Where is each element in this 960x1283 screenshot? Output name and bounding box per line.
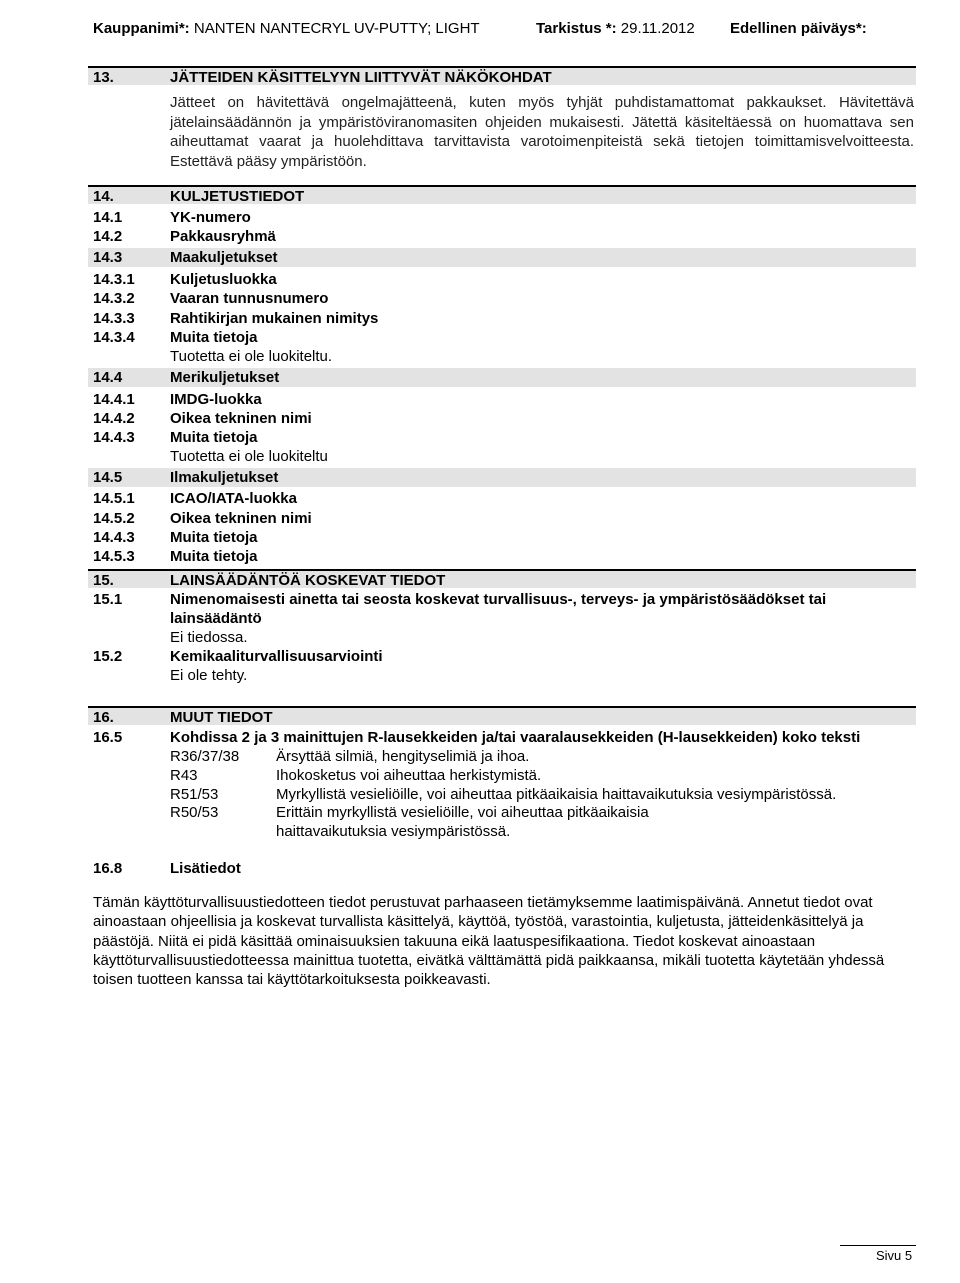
revision-date: Tarkistus *: 29.11.2012: [536, 20, 695, 37]
section-14-heading: 14. KULJETUSTIEDOT: [88, 185, 916, 204]
sea-transport-note: Tuotetta ei ole luokiteltu: [170, 448, 328, 465]
phrase-text: Erittäin myrkyllistä vesieliöille, voi aiheuttaa pitkäaikaisia haittavaikutuksia vesiympäristössä.: [276, 804, 649, 840]
row-14-5-1: 14.5.1 ICAO/IATA-luokka: [93, 490, 297, 507]
row-15-1: 15.1 Nimenomaisesti ainetta tai seosta koskevat turvallisuus-, terveys- ja ympäristösäädökset tai: [93, 591, 827, 608]
row-16-5: 16.5 Kohdissa 2 ja 3 mainittujen R-lausekkeiden ja/tai vaaralausekkeiden (H-lausekkeiden) koko teksti: [93, 729, 861, 746]
land-transport-note: Tuotetta ei ole luokiteltu.: [170, 348, 333, 365]
section-13-text: Jätteet on hävitettävä ongelmajätteenä, kuten myös tyhjät puhdistamattomat pakkaukset. Hävitettävä jätelainsäädännön ja ympäristöviranomasiten ohjeiden mukaisesti. Jätettä käsiteltäessä on huomattava sen aiheuttamat vaarat ja huolehdittava tarvittavista varotoimenpiteistä sekä tietojen toimittamisvelvoitteesta. Estettävä pääsy ympäristöön.: [170, 94, 914, 170]
row-14-4-2: 14.4.2 Oikea tekninen nimi: [93, 410, 312, 427]
footer-rule: [840, 1245, 916, 1246]
section-13-heading: 13. JÄTTEIDEN KÄSITTELYYN LIITTYVÄT NÄKÖKOHDAT: [88, 66, 916, 85]
phrase-code: R43: [170, 767, 198, 784]
row-14-1: 14.1 YK-numero: [93, 209, 251, 226]
row-14-3-2: 14.3.2 Vaaran tunnusnumero: [93, 290, 329, 307]
row-14-4: 14.4 Merikuljetukset: [88, 368, 916, 387]
row-14-3-3: 14.3.3 Rahtikirjan mukainen nimitys: [93, 310, 379, 327]
row-14-2: 14.2 Pakkausryhmä: [93, 228, 276, 245]
row-15-2: 15.2 Kemikaaliturvallisuusarviointi: [93, 648, 383, 665]
phrase-code: R50/53: [170, 804, 219, 821]
phrase-text: Ihokosketus voi aiheuttaa herkistymistä.: [276, 767, 542, 784]
regulation-note: Ei tiedossa.: [170, 629, 248, 646]
phrase-code: R36/37/38: [170, 748, 240, 765]
row-14-3-4: 14.3.4 Muita tietoja: [93, 329, 258, 346]
row-15-1-cont: lainsäädäntö: [170, 610, 262, 627]
row-14-4-3-air: 14.4.3 Muita tietoja: [93, 529, 258, 546]
previous-date-label: Edellinen päiväys*:: [730, 20, 867, 37]
product-name: Kauppanimi*: NANTEN NANTECRYL UV-PUTTY; LIGHT: [93, 20, 480, 37]
page-number: Sivu 5: [876, 1248, 913, 1263]
assessment-note: Ei ole tehty.: [170, 667, 248, 684]
row-14-5: 14.5 Ilmakuljetukset: [88, 468, 916, 487]
row-14-4-1: 14.4.1 IMDG-luokka: [93, 391, 262, 408]
section-16-heading: 16. MUUT TIEDOT: [88, 706, 916, 725]
row-14-4-3: 14.4.3 Muita tietoja: [93, 429, 258, 446]
row-14-5-3: 14.5.3 Muita tietoja: [93, 548, 258, 565]
page-header: [93, 20, 883, 42]
section-15-heading: 15. LAINSÄÄDÄNTÖÄ KOSKEVAT TIEDOT: [88, 569, 916, 588]
row-14-3-1: 14.3.1 Kuljetusluokka: [93, 271, 277, 288]
row-14-5-2: 14.5.2 Oikea tekninen nimi: [93, 510, 312, 527]
row-16-8: 16.8 Lisätiedot: [93, 860, 241, 877]
row-14-3: 14.3 Maakuljetukset: [88, 248, 916, 267]
phrase-text: Myrkyllistä vesieliöille, voi aiheuttaa pitkäaikaisia haittavaikutuksia vesiympäristössä.: [276, 786, 837, 803]
phrase-code: R51/53: [170, 786, 219, 803]
phrase-text: Ärsyttää silmiä, hengityselimiä ja ihoa.: [276, 748, 530, 765]
disclaimer-text: Tämän käyttöturvallisuustiedotteen tiedot perustuvat parhaaseen tietämyksemme laatimispäivänä. Annetut tiedot ovat ainoastaan ohjeellisia ja koskevat turvallista käsittelyä, käyttöä, työstöä, varastointia, kuljetusta, jätteidenkäsittelyä ja päästöjä. Niitä ei pidä käsittää ominaisuuksien takuuna eikä laatuspesifikaationa. Tiedot koskevat ainoastaan käyttöturvallisuustiedotteessa mainittua tuotetta, eivätkä välttämättä pidä paikkaansa, mikäli tuotetta käytetään yhdessä toisen tuotteen kanssa tai käyttötarkoituksesta poikkeavasti.: [93, 894, 885, 989]
